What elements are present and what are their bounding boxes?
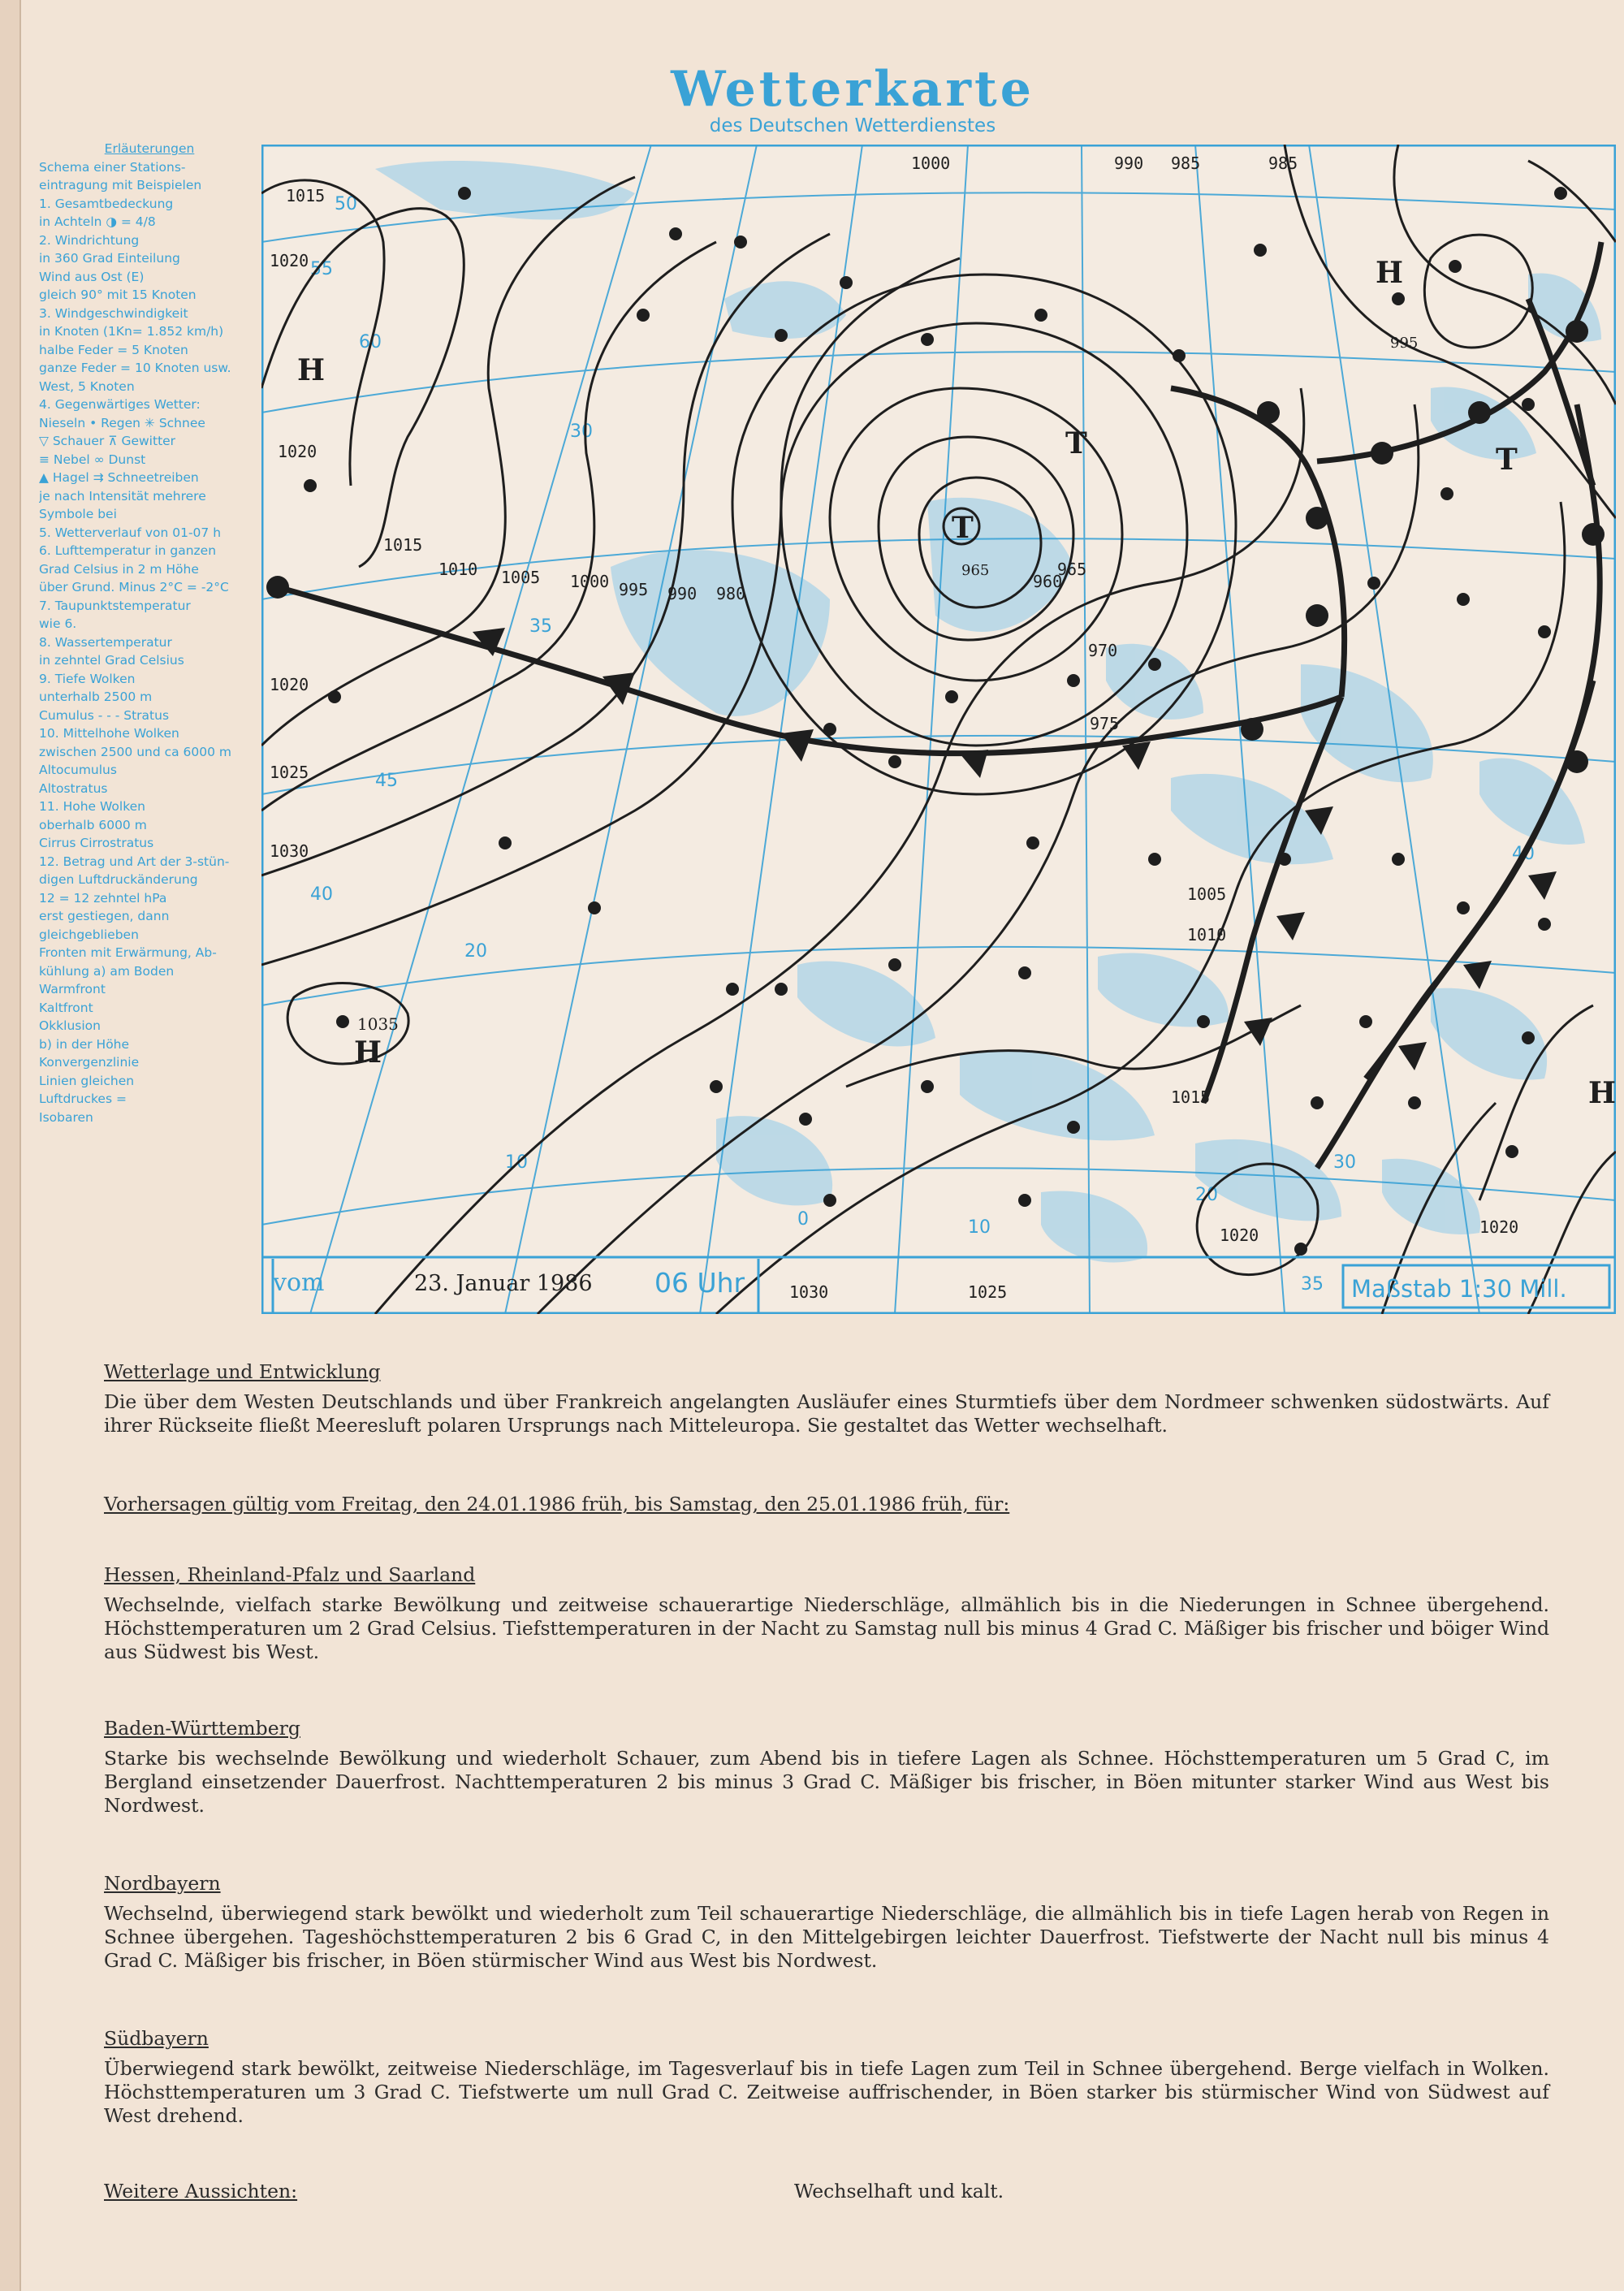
grid-label: 50 [335, 194, 357, 214]
grid-label: 20 [464, 941, 487, 962]
svg-text:1035: 1035 [357, 1014, 399, 1034]
grid-label: 45 [375, 771, 398, 791]
legend-item: digen Luftdruckänderung [39, 872, 198, 887]
legend-item: 3. Windgeschwindigkeit [39, 305, 188, 321]
weather-map-svg [261, 145, 1616, 1314]
legend-item: 11. Hohe Wolken [39, 799, 145, 814]
grid-label: 30 [1333, 1152, 1356, 1173]
isobar-label: 1020 [270, 675, 309, 694]
grid-label: 55 [310, 259, 333, 279]
section-suedbayern [104, 2027, 1549, 2128]
legend-item: 7. Taupunktstemperatur [39, 598, 191, 613]
low-pressure-center [1496, 443, 1518, 477]
svg-text:995: 995 [1390, 335, 1419, 352]
isobar-label: 985 [1268, 153, 1298, 173]
isobar-label: 1020 [278, 442, 317, 461]
svg-text:T: T [952, 511, 974, 545]
isobar-label: 1000 [570, 572, 610, 591]
isobar-label: 1020 [1479, 1217, 1519, 1237]
legend-item: ▽ Schauer ⊼ Gewitter [39, 434, 176, 448]
section-body: Wechselnde, vielfach starke Bewölkung und zeitweise schauerartige Niederschläge, allmählich bis in die Niederungen in Schnee übergehend. Höchsttemperaturen um 2 Grad Celsius. Tiefsttemperaturen in der Nacht zu Samstag null bis minus 4 Grad C. Mäßiger bis frischer und böiger Wind aus Südwest bis West. [104, 1593, 1549, 1663]
map-time: 06 Uhr [654, 1267, 745, 1299]
outlook-label: Weitere Aussichten: [104, 2180, 298, 2202]
grid-label: 0 [797, 1209, 809, 1230]
legend-item: kühlung a) am Boden [39, 963, 175, 979]
legend-item: unterhalb 2500 m [39, 689, 153, 704]
section-forecast-validity [104, 1493, 1549, 1523]
legend-item: Grad Celsius in 2 m Höhe [39, 561, 199, 577]
isobar-label: 1010 [438, 560, 478, 579]
legend-item: erst gestiegen, dann [39, 909, 170, 923]
isobar-label: 960 [1033, 572, 1063, 591]
grid-label: 10 [505, 1152, 528, 1173]
isobar-label: 985 [1171, 153, 1201, 173]
map-title-block [568, 61, 1137, 136]
legend-item: Nieseln • Regen ✳ Schnee [39, 415, 205, 430]
isobar-label: 1000 [911, 153, 951, 173]
legend-item: je nach Intensität mehrere [39, 488, 206, 504]
legend-item: Symbole bei [39, 507, 117, 521]
legend-item: wie 6. [39, 616, 77, 631]
low-pressure-center [1065, 426, 1087, 460]
svg-text:H: H [1376, 256, 1404, 290]
isobar-label: 1030 [270, 841, 309, 861]
legend-item: Linien gleichen [39, 1073, 135, 1088]
legend-list [39, 158, 260, 1127]
high-pressure-center [297, 353, 325, 387]
legend-item: Fronten mit Erwärmung, Ab- [39, 945, 217, 960]
legend-item: 12 = 12 zehntel hPa [39, 890, 167, 906]
isobar-label: 1015 [286, 186, 326, 205]
isobar-label: 1005 [1187, 884, 1227, 904]
grid-label: 10 [968, 1217, 991, 1238]
legend-item: Altostratus [39, 780, 108, 796]
legend-item: Kaltfront [39, 1000, 93, 1015]
section-heading: Vorhersagen gültig vom Freitag, den 24.01.1986 früh, bis Samstag, den 25.01.1986 früh, für: [104, 1493, 1010, 1515]
isobar-label: 1020 [270, 251, 309, 270]
section-weather-situation [104, 1360, 1549, 1437]
isobar-label: 1020 [1220, 1225, 1259, 1245]
weather-map [261, 145, 1616, 1314]
svg-text:965: 965 [961, 562, 990, 579]
legend-item: Wind aus Ost (E) [39, 269, 145, 284]
high-pressure-center [1588, 1076, 1616, 1110]
outlook-value: Wechselhaft und kalt. [794, 2180, 1004, 2202]
page-title: Wetterkarte [671, 61, 1034, 118]
legend-item: Cirrus Cirrostratus [39, 836, 154, 850]
isobar-label: 990 [667, 584, 698, 603]
legend-item: Konvergenzlinie [39, 1055, 140, 1070]
legend-item: halbe Feder = 5 Knoten [39, 342, 188, 357]
section-heading: Hessen, Rheinland-Pfalz und Saarland [104, 1563, 476, 1586]
svg-text:H: H [297, 353, 326, 387]
isobar-label: 990 [1114, 153, 1144, 173]
legend-item: Warmfront [39, 982, 106, 996]
legend-item: 2. Windrichtung [39, 232, 140, 248]
legend-item: ganze Feder = 10 Knoten usw. [39, 361, 231, 375]
legend-item: Isobaren [39, 1109, 93, 1125]
grid-label: 60 [359, 332, 382, 352]
legend-item: Okklusion [39, 1018, 101, 1033]
legend-item: gleich 90° mit 15 Knoten [39, 287, 197, 302]
binding-gutter [0, 0, 21, 2291]
legend-item: gleichgeblieben [39, 927, 139, 942]
legend-item: West, 5 Knoten [39, 378, 135, 394]
isobar-label: 995 [619, 580, 649, 599]
map-scale: Maßstab 1:30 Mill. [1351, 1275, 1567, 1303]
legend-item: 5. Wetterverlauf von 01-07 h [39, 525, 222, 540]
legend-item: 6. Lufttemperatur in ganzen [39, 543, 217, 558]
section-body: Überwiegend stark bewölkt, zeitweise Niederschläge, im Tagesverlauf bis in tiefe Lagen zum Teil in Schnee übergehend. Berge vielfach in Wolken. Höchsttemperaturen um 3 Grad C. Tiefstwerte um null Grad C. Zeitweise auffrischender, in Böen starker bis stürmischer Wind von Südwest auf West drehend. [104, 2057, 1549, 2127]
isobar-label: 1030 [789, 1282, 829, 1302]
grid-label: 30 [570, 421, 593, 442]
legend-item: Luftdruckes = [39, 1091, 127, 1106]
legend-item: ≡ Nebel ∞ Dunst [39, 452, 146, 467]
grid-label: 35 [1301, 1274, 1324, 1295]
legend-item: oberhalb 6000 m [39, 817, 147, 832]
grid-label: 40 [1512, 844, 1535, 864]
legend-item: 9. Tiefe Wolken [39, 671, 136, 686]
section-body: Starke bis wechselnde Bewölkung und wiederholt Schauer, zum Abend bis in tiefere Lagen als Schnee. Höchsttemperaturen um 5 Grad C, im Bergland einsetzender Dauerfrost. Nachttemperaturen 2 bis minus 3 Grad C. Mäßiger bis frischer, in Böen mitunter starker Wind aus West bis Nordwest. [104, 1747, 1549, 1817]
legend-heading: Erläuterungen [104, 141, 195, 156]
section-heading: Nordbayern [104, 1872, 221, 1895]
grid-label: 40 [310, 884, 333, 905]
isobar-label: 975 [1090, 714, 1120, 733]
svg-text:H: H [1588, 1076, 1616, 1110]
legend-item: 4. Gegenwärtiges Wetter: [39, 397, 201, 412]
legend-item: ▲ Hagel ⇉ Schneetreiben [39, 470, 199, 485]
legend-item: 8. Wassertemperatur [39, 634, 172, 650]
isobar-label: 1005 [501, 568, 541, 587]
section-body: Die über dem Westen Deutschlands und über Frankreich angelangten Ausläufer eines Sturmtiefs über dem Nordmeer schwenken südostwärts. Auf ihrer Rückseite fließt Meeresluft polaren Ursprungs nach Mitteleuropa. Sie gestaltet das Wetter wechselhaft. [104, 1390, 1549, 1437]
map-date-prefix: vom [273, 1269, 325, 1297]
legend-item: 12. Betrag und Art der 3-stün- [39, 854, 230, 869]
isobar-label: 1010 [1187, 925, 1227, 944]
legend-item: Altocumulus [39, 763, 117, 777]
section-body: Wechselnd, überwiegend stark bewölkt und wiederholt zum Teil schauerartige Niederschläge, die allmählich bis in tiefe Lagen herab von Regen in Schnee übergehen. Tageshöchsttemperaturen 2 bis 6 Grad C, in den Mittelgebirgen leichter Dauerfrost. Tiefstwerte der Nacht null bis minus 4 Grad C. Mäßiger bis frischer, in Böen stürmischer Wind aus West bis Nordwest. [104, 1902, 1549, 1972]
section-heading: Südbayern [104, 2027, 209, 2050]
grid-label: 35 [529, 616, 552, 637]
legend-item: in Knoten (1Kn= 1.852 km/h) [39, 324, 224, 339]
section-heading: Wetterlage und Entwicklung [104, 1360, 381, 1383]
legend-item: in zehntel Grad Celsius [39, 653, 184, 668]
section-hessen [104, 1563, 1549, 1664]
isobar-label: 965 [1057, 560, 1087, 579]
legend-item: Cumulus - - - Stratus [39, 707, 170, 723]
legend-item: in 360 Grad Einteilung [39, 251, 180, 266]
legend-item: zwischen 2500 und ca 6000 m [39, 744, 232, 759]
map-date: 23. Januar 1986 [414, 1271, 593, 1296]
isobar-label: 980 [716, 584, 746, 603]
section-nordbayern [104, 1872, 1549, 1973]
svg-text:H: H [354, 1035, 382, 1070]
legend-item: eintragung mit Beispielen [39, 178, 202, 192]
section-heading: Baden-Württemberg [104, 1717, 300, 1740]
legend-item: 1. Gesamtbedeckung [39, 196, 174, 211]
legend-item: Schema einer Stations- [39, 159, 186, 175]
svg-text:T: T [1065, 426, 1087, 460]
isobar-label: 970 [1088, 641, 1118, 660]
svg-text:T: T [1496, 443, 1518, 477]
isobar-label: 1025 [270, 763, 309, 782]
isobar-label: 1025 [968, 1282, 1008, 1302]
legend-item: über Grund. Minus 2°C = -2°C [39, 580, 229, 594]
page-subtitle: des Deutschen Wetterdienstes [709, 115, 996, 136]
section-baden-wuerttemberg [104, 1717, 1549, 1818]
isobar-label: 1015 [1171, 1087, 1211, 1107]
legend-panel [39, 140, 260, 1317]
grid-label: 20 [1195, 1185, 1218, 1205]
legend-item: 10. Mittelhohe Wolken [39, 726, 179, 741]
legend-item: b) in der Höhe [39, 1036, 130, 1052]
legend-item: in Achteln ◑ = 4/8 [39, 214, 156, 229]
isobar-label: 1015 [383, 535, 423, 555]
